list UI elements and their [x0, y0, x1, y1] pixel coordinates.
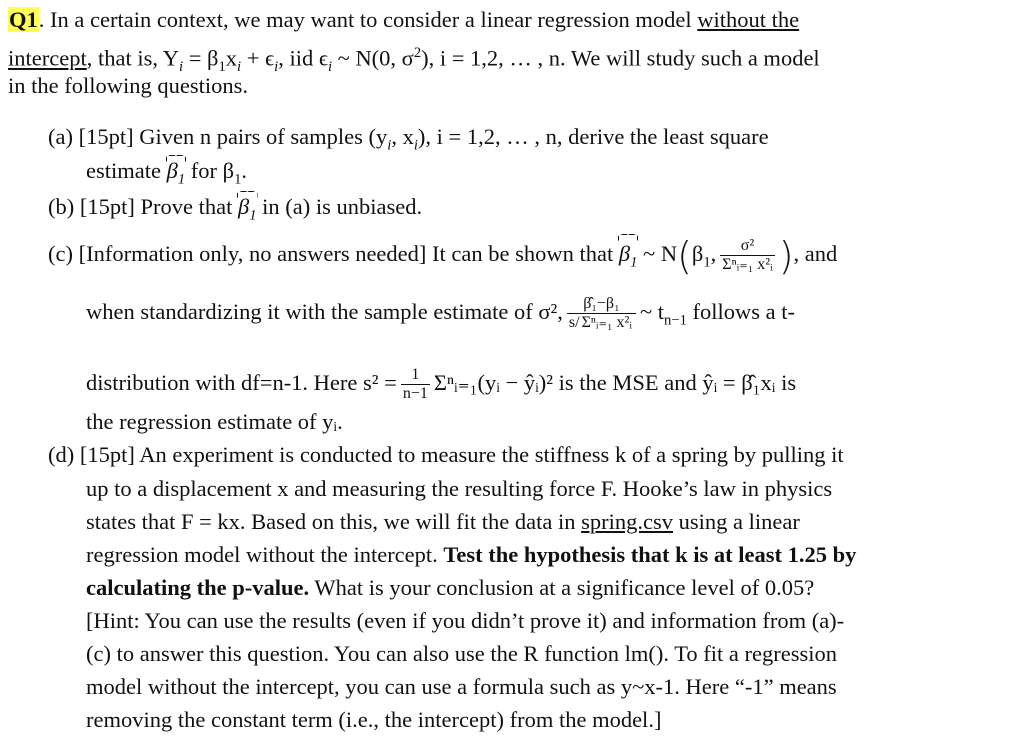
beta1-hat-b: $\beta_1$ — [238, 193, 257, 230]
part-d-text-9: removing the constant term (i.e., the intercept) from the model.] — [86, 707, 662, 732]
part-b-text-b: in (a) is unbiased. — [256, 194, 423, 219]
right-paren: ) — [778, 233, 794, 278]
part-c-line-1: (c) [Information only, no answers needed] It can be shown that $\beta_1$ ~ $N(\beta_1$, $\frac{\text{σ²}}{\text{Σⁿᵢ₌₁ x²ᵢ}}$ ), and — [48, 236, 837, 281]
intro-text-3: in the following questions. — [8, 73, 248, 98]
model-eq-4: + ϵ — [241, 45, 275, 71]
part-d-text-8: model without the intercept, you can use a formula such as y~x-1. Here “-1” means — [86, 674, 837, 699]
t-stat-fraction — [567, 295, 636, 332]
hypothesis-bold: Test the hypothesis that k is at least 1.25 by — [443, 542, 857, 567]
part-d-line-5 — [86, 574, 814, 602]
part-d-text-4: regression model without the intercept. — [86, 542, 444, 567]
part-b-line — [48, 193, 422, 230]
underlined-intercept: intercept — [8, 45, 87, 71]
model-eq-5: , iid ϵ — [278, 45, 328, 71]
t-stat-den — [567, 314, 636, 332]
part-c-text-3b: Σⁿᵢ₌₁(yᵢ − ŷᵢ)² is the MSE and ŷᵢ = β̂₁xᵢ is — [433, 370, 797, 395]
t-stat-den-s: s/ — [568, 314, 580, 332]
question-label: Q1 — [9, 7, 38, 32]
t-stat-den-sqrt: Σⁿᵢ₌₁ x²ᵢ — [581, 314, 632, 332]
part-a-text: (a) [15pt] Given n pairs of samples (y — [48, 124, 388, 149]
part-c-text-4: the regression estimate of yᵢ. — [86, 409, 343, 434]
part-c-t: ~ t — [639, 299, 665, 324]
model-eq-6: ~ N(0, σ — [332, 45, 414, 71]
mse-fraction — [401, 366, 430, 403]
part-d-line-9 — [86, 706, 661, 734]
part-d-line-2 — [86, 475, 832, 503]
part-c-df: n−1 — [664, 312, 687, 329]
part-c-line-4 — [86, 408, 343, 436]
mse-den: n−1 — [402, 385, 428, 403]
part-d-line-7 — [86, 640, 837, 668]
part-c-line-2 — [86, 292, 795, 341]
part-d-line-4 — [86, 541, 856, 569]
part-a-text-f: . — [241, 158, 248, 183]
part-a-text-d: estimate — [86, 158, 167, 183]
variance-den: Σⁿᵢ₌₁ x²ᵢ — [722, 256, 773, 274]
part-c-line-3 — [86, 364, 796, 403]
model-eq-1: , that is, Y — [86, 45, 180, 71]
intro-line-1 — [8, 6, 799, 34]
part-c-follows: follows a t- — [686, 299, 795, 324]
t-stat-num: β̂₁−β₁ — [567, 295, 636, 314]
underlined-text: without the — [697, 7, 800, 32]
p-value-bold: calculating the p-value. — [86, 575, 310, 600]
part-d-line-6 — [86, 607, 844, 635]
part-c-comma: , — [710, 241, 717, 266]
intro-line-2: intercept, that is, $Y_i = \beta_1x_i + \epsilon_i$, iid $\epsilon_i$ ~ N(0, $\sigma^2$), i = 1,2, … , n. We will study such a model — [8, 45, 820, 75]
part-d-line-3 — [86, 508, 800, 536]
model-eq-7: ), i = 1,2, … , n. We will study such a model — [421, 45, 820, 71]
part-c-and: , and — [793, 241, 838, 266]
model-eq-2: = β — [183, 45, 219, 71]
spring-csv-link[interactable]: spring.csv — [581, 509, 673, 534]
part-c-beta: β — [691, 241, 704, 266]
part-a-text-b: , x — [391, 124, 414, 149]
part-c-dist: ~ N — [637, 241, 678, 266]
part-d-text-1: (d) [15pt] An experiment is conducted to measure the stiffness k of a spring by pulling it — [48, 442, 844, 467]
part-d-line-8 — [86, 673, 837, 701]
variance-fraction — [720, 237, 774, 274]
beta1-hat: $\beta_1$ — [167, 157, 186, 194]
mse-num: 1 — [401, 366, 430, 385]
part-d-text-5: What is your conclusion at a significance level of 0.05? — [309, 575, 815, 600]
part-d-text-6: [Hint: You can use the results (even if you didn’t prove it) and information from (a)- — [86, 608, 845, 633]
part-c-text: (c) [Information only, no answers needed] It can be shown that — [48, 241, 619, 266]
intro-text: . In a certain context, we may want to consider a linear regression model — [38, 7, 698, 32]
part-d-line-1 — [48, 441, 844, 469]
part-c-text-2: when standardizing it with the sample estimate of σ², — [86, 299, 563, 324]
left-paren: ( — [677, 233, 692, 278]
part-d-text-3b: using a linear — [673, 509, 800, 534]
part-d-text-7: (c) to answer this question. You can also use the R function lm(). To fit a regression — [86, 641, 838, 666]
part-a-text-c: ), i = 1,2, … , n, derive the least square — [417, 124, 769, 149]
intro-line-3 — [8, 72, 248, 100]
part-d-text-3: states that F = kx. Based on this, we will fit the data in — [86, 509, 582, 534]
beta1-hat-c: $\beta_1$ — [619, 236, 638, 281]
part-d-text-2: up to a displacement x and measuring the resulting force F. Hooke’s law in physics — [86, 476, 833, 501]
part-a-line-2: estimate $\beta_1$ for $\beta_1$. — [86, 157, 247, 194]
model-eq-3: x — [225, 45, 238, 71]
variance-num: σ² — [720, 237, 774, 256]
part-b-text: (b) [15pt] Prove that — [48, 194, 238, 219]
part-c-text-3: distribution with df=n-1. Here s² = — [86, 370, 397, 395]
part-a-text-e: for β — [185, 158, 235, 183]
part-a-line-1: (a) [15pt] Given n pairs of samples ($y_i$, $x_i$), i = 1,2, … , n, derive the least square — [48, 124, 769, 154]
